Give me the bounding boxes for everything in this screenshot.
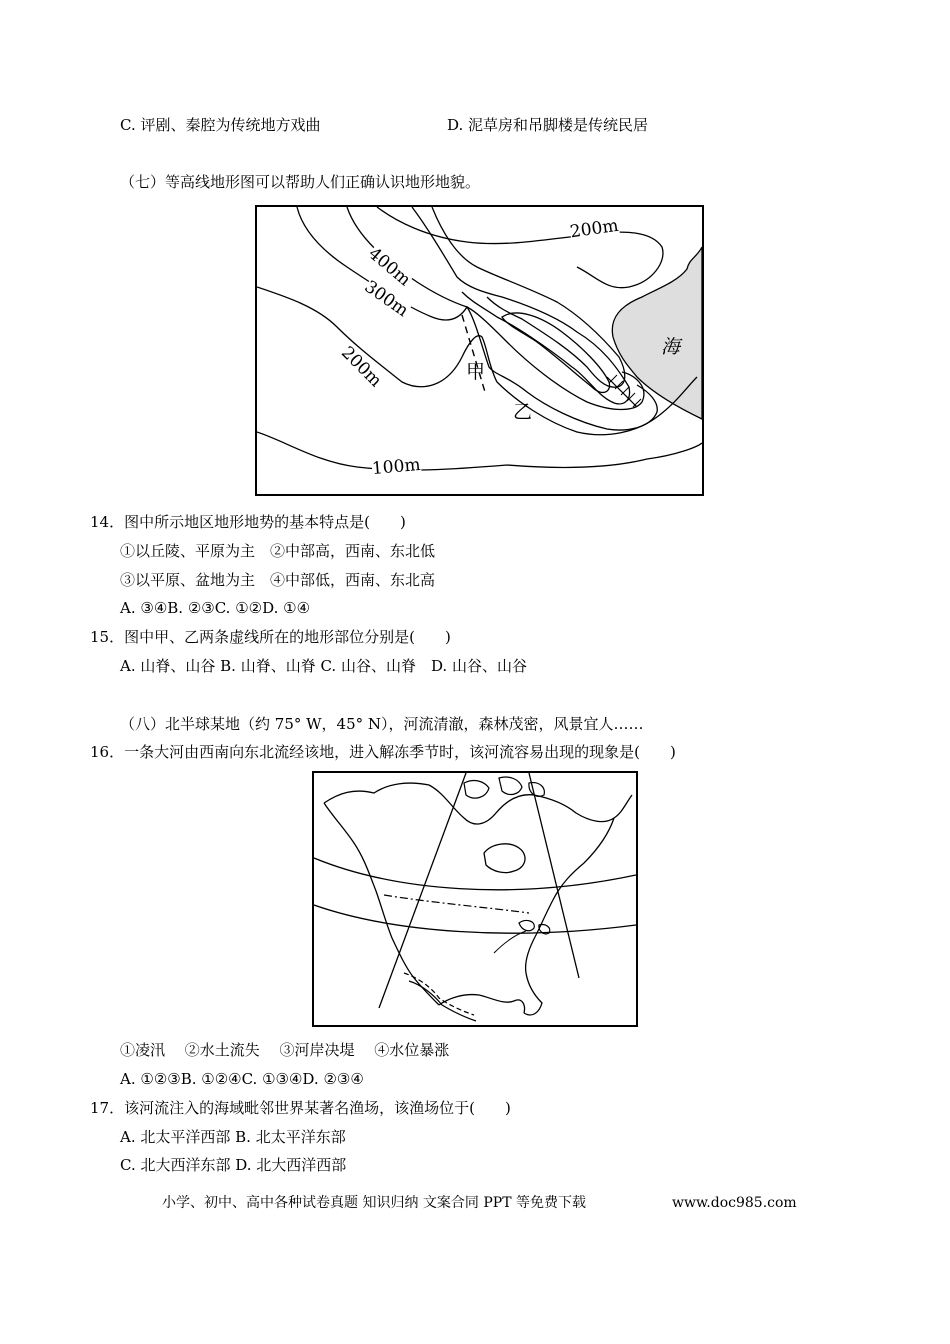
contour-map-svg — [257, 207, 702, 494]
contour-label-300m: 300m — [360, 276, 412, 322]
latitude-line-1 — [314, 858, 636, 890]
q16-stem: 16．一条大河由西南向东北流经该地，进入解冻季节时，该河流容易出现的现象是( ) — [90, 743, 676, 761]
section7-heading: （七）等高线地形图可以帮助人们正确认识地形地貌。 — [120, 173, 481, 191]
north-america-map-figure — [312, 771, 638, 1027]
q17-stem: 17．该河流注入的海域毗邻世界某著名渔场，该渔场位于( ) — [90, 1099, 511, 1117]
q14-line2: ③以平原、盆地为主 ④中部低，西南、东北高 — [120, 571, 436, 589]
q17-line2: C. 北大西洋东部 D. 北大西洋西部 — [120, 1156, 347, 1174]
q14-line1: ①以丘陵、平原为主 ②中部高，西南、东北低 — [120, 542, 436, 560]
meridian-line-1 — [379, 773, 466, 1008]
contour-label-200m-top: 200m — [568, 215, 620, 243]
label-yi: 乙 — [513, 401, 533, 423]
q17-line1: A. 北太平洋西部 B. 北太平洋东部 — [120, 1128, 346, 1146]
coastline-north — [324, 783, 632, 824]
border-line — [384, 895, 529, 913]
contour-label-200m-left: 200m — [337, 342, 386, 392]
west-coast — [324, 803, 439, 1005]
contour-map-figure — [255, 205, 704, 496]
q15-stem: 15．图中甲、乙两条虚线所在的地形部位分别是( ) — [90, 628, 451, 646]
footer-text: 小学、初中、高中各种试卷真题 知识归纳 文案合同 PPT 等免费下载 — [162, 1195, 586, 1211]
meridian-line-2 — [529, 773, 579, 978]
contour-100m — [257, 432, 702, 470]
q16-options: A. ①②③B. ①②④C. ①③④D. ②③④ — [120, 1070, 364, 1088]
label-jia: 甲 — [466, 361, 486, 383]
q13-option-c: C. 评剧、秦腔为传统地方戏曲 — [120, 116, 321, 134]
sea-label: 海 — [661, 336, 681, 358]
q14-stem: 14．图中所示地区地形地势的基本特点是( ) — [90, 513, 406, 531]
river — [494, 931, 526, 953]
hudson-bay — [484, 844, 525, 873]
north-america-map-svg — [314, 773, 636, 1025]
sea-area — [612, 247, 702, 419]
east-coast — [524, 818, 614, 1015]
q16-choices: ①凌汛 ②水土流失 ③河岸决堤 ④水位暴涨 — [120, 1041, 450, 1059]
latitude-line-2 — [314, 905, 636, 933]
contour-label-100m: 100m — [371, 454, 422, 480]
footer-url[interactable]: www.doc985.com — [672, 1195, 797, 1211]
contour-label-400m: 400m — [364, 243, 415, 291]
q14-options: A. ③④B. ②③C. ①②D. ①④ — [120, 599, 311, 617]
section8-heading: （八）北半球某地（约 75° W，45° N），河流清澈，森林茂密，风景宜人…… — [120, 715, 644, 733]
q13-option-d: D. 泥草房和吊脚楼是传统民居 — [447, 116, 649, 134]
q15-options: A. 山脊、山谷 B. 山脊、山脊 C. 山谷、山脊 D. 山谷、山谷 — [120, 657, 527, 675]
